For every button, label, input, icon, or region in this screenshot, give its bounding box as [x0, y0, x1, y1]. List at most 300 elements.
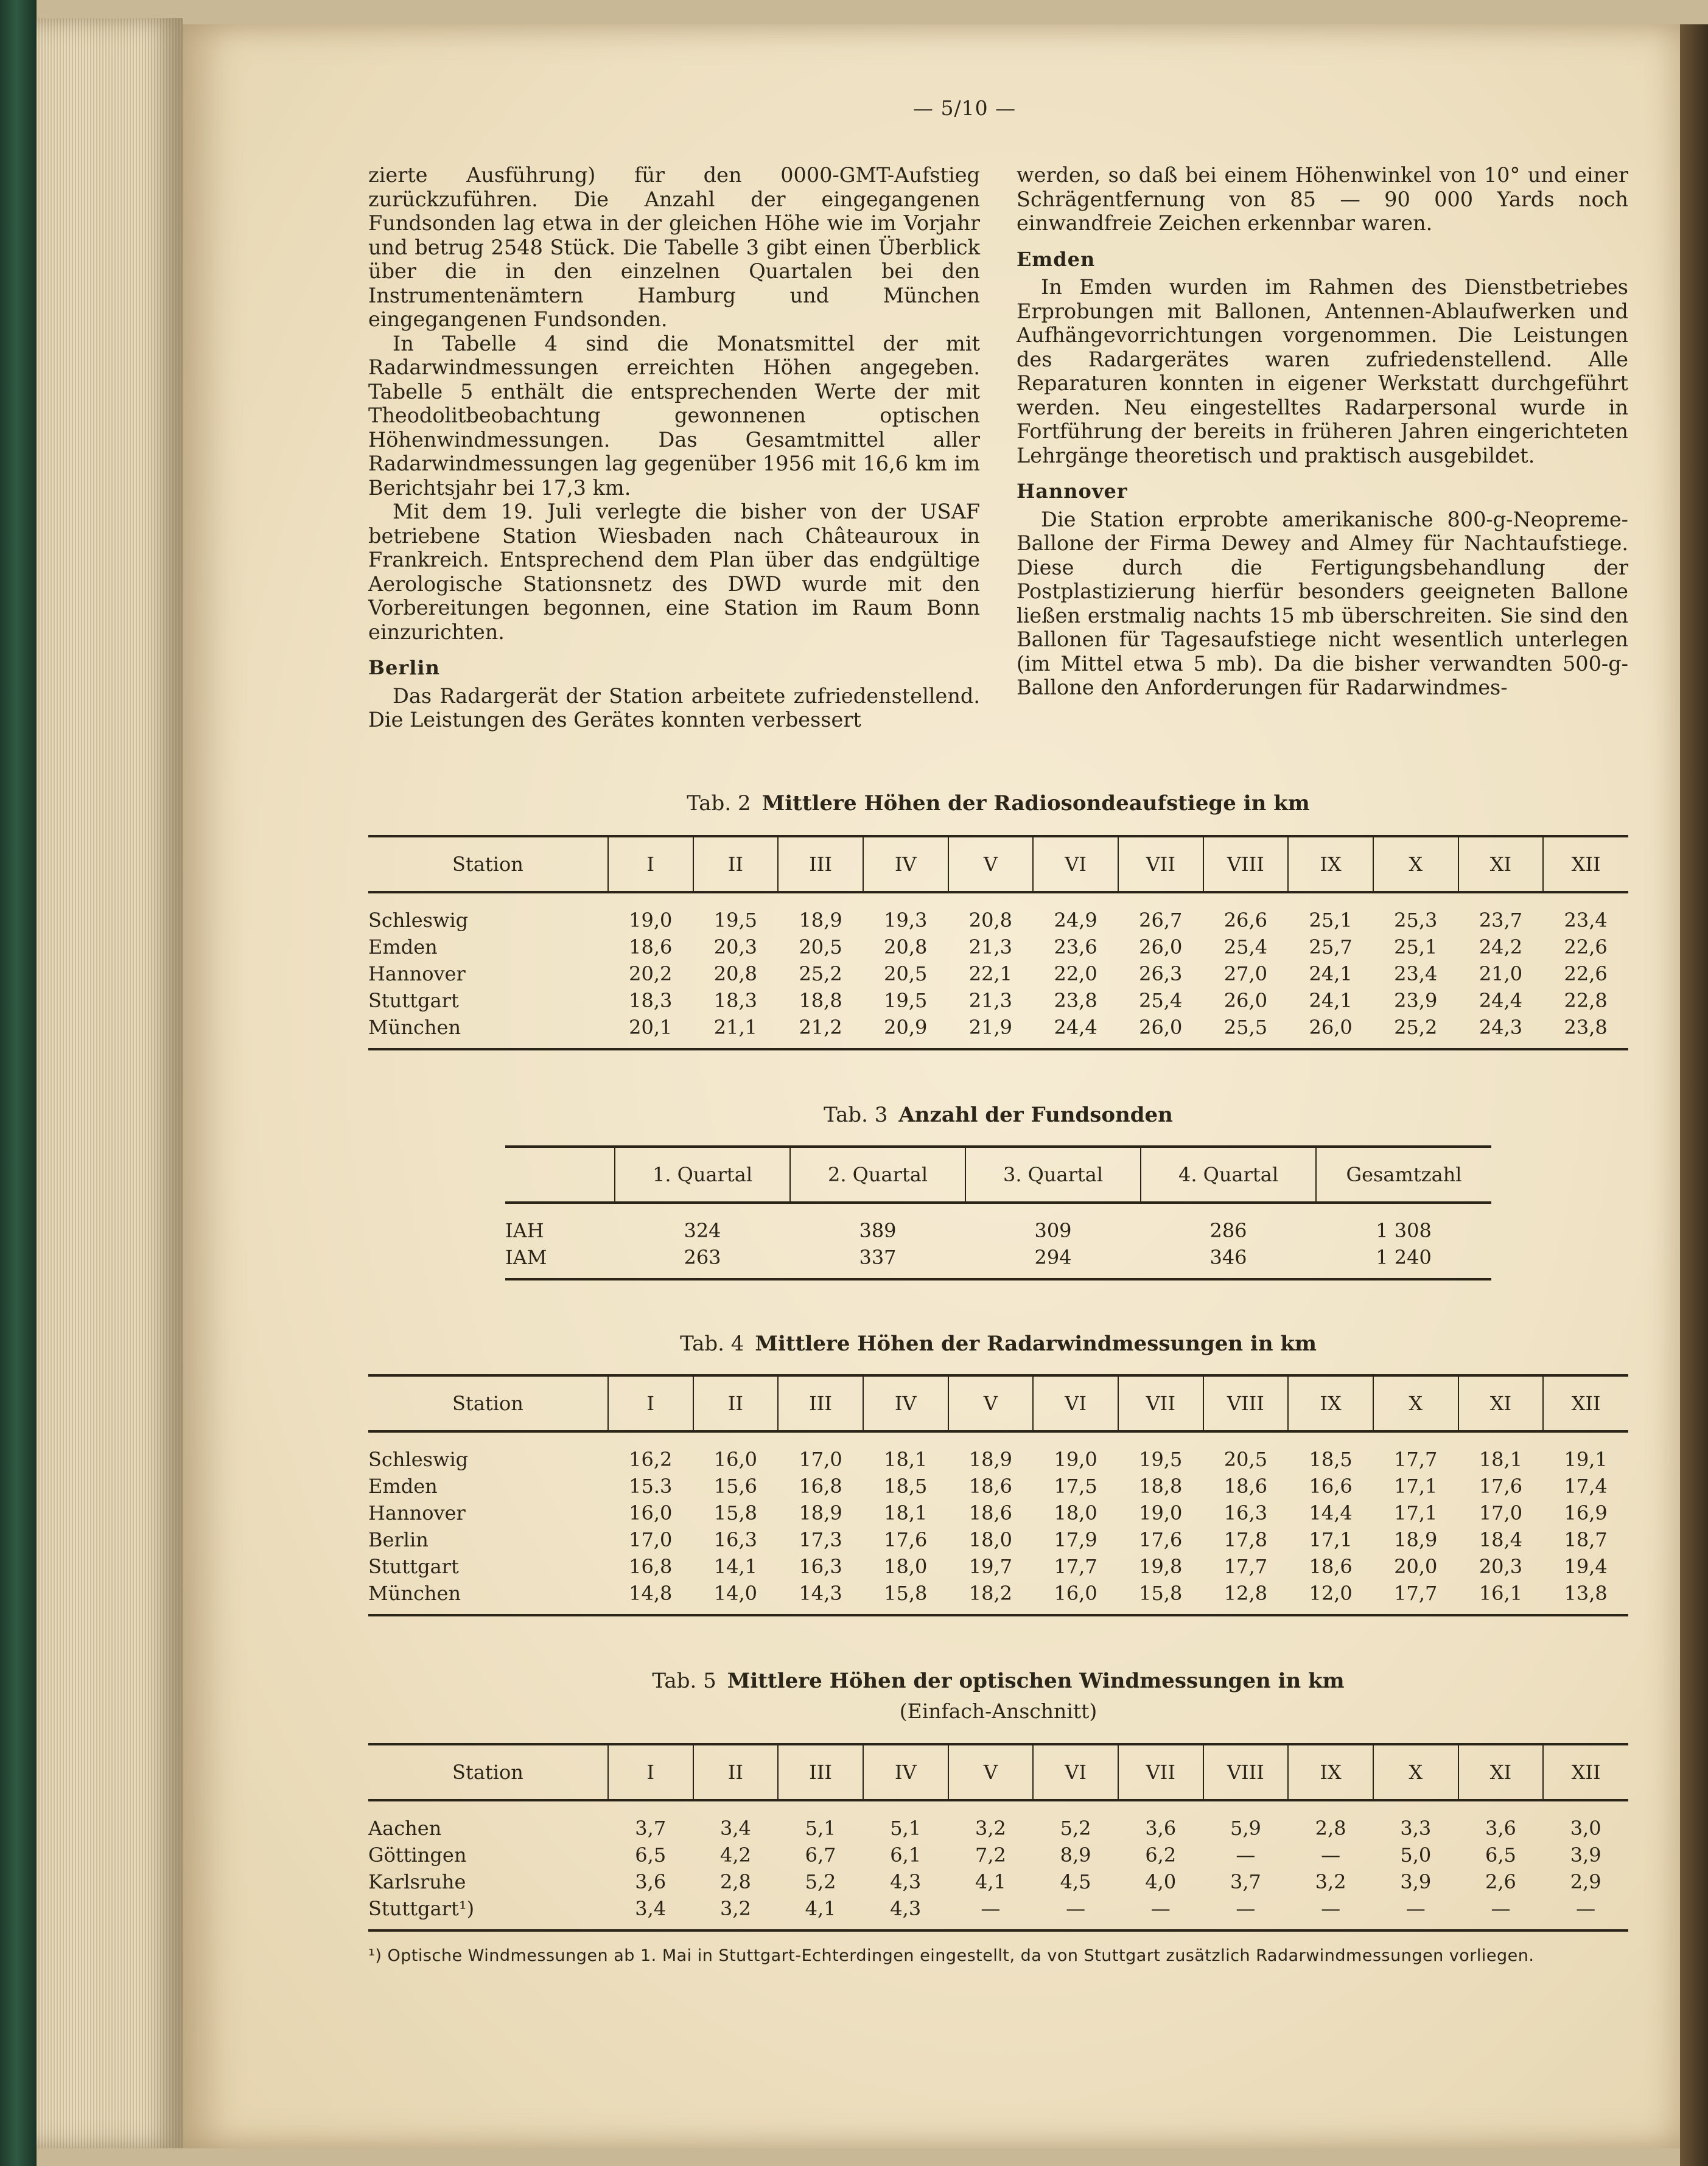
column-header-month: IX — [1288, 836, 1373, 892]
table-cell: 18,8 — [799, 989, 842, 1012]
table-cell: 20,5 — [1223, 1448, 1268, 1471]
table-cell: 3,9 — [1400, 1870, 1432, 1893]
table-cell: 18,4 — [1479, 1528, 1523, 1551]
table-cell: 16,2 — [629, 1448, 673, 1471]
table-cell: 23,6 — [1054, 935, 1097, 959]
table-cell: 3,7 — [635, 1817, 667, 1840]
table-cell: 21,0 — [1479, 962, 1523, 985]
table-cell: 20,8 — [884, 935, 928, 959]
table-cell: 23,7 — [1479, 909, 1523, 932]
table-cell: — — [948, 1895, 1034, 1930]
table-cell: 15,8 — [1118, 1580, 1203, 1615]
column-header-month: VIII — [1203, 1375, 1289, 1431]
table-2-caption — [368, 791, 1628, 816]
table-row — [368, 1526, 1628, 1553]
table-cell: 19,5 — [1139, 1448, 1183, 1471]
page-number: — 5/10 — — [913, 96, 1017, 120]
column-header-month: VIII — [1203, 836, 1289, 892]
column-header-month: X — [1373, 1375, 1458, 1431]
spacer-cell — [368, 1800, 1628, 1815]
table-row — [368, 987, 1628, 1014]
table-cell: 4,1 — [778, 1895, 863, 1930]
paragraph: werden, so daß bei einem Höhenwinkel von 10° und einer Schrägentfernung von 85 — 90 000 Yards noch einwandfreie Zeichen erkennbar waren. — [1017, 163, 1628, 235]
table-row — [368, 1842, 1628, 1868]
table-cell: 15.3 — [629, 1475, 673, 1498]
table-cell: 17,1 — [1394, 1475, 1438, 1498]
table-cell: 20,3 — [1479, 1555, 1523, 1578]
table-row — [368, 934, 1628, 960]
table-cell: 18,9 — [968, 1448, 1013, 1471]
station-name: München — [368, 1580, 608, 1615]
table-cell: 2,8 — [719, 1870, 751, 1893]
station-name: Stuttgart — [368, 989, 459, 1012]
table-cell: 4,0 — [1145, 1870, 1177, 1893]
table-cell: — — [1373, 1895, 1458, 1930]
table-row — [368, 960, 1628, 987]
table-cell: 4,5 — [1060, 1870, 1091, 1893]
table-cell: 19,0 — [1054, 1448, 1097, 1471]
table-cell: 18,7 — [1564, 1528, 1608, 1551]
table-cell: 20,9 — [863, 1014, 948, 1049]
table-cell: 3,2 — [693, 1895, 779, 1930]
table-cell: 18,3 — [713, 989, 758, 1012]
table-cell: 16,0 — [1033, 1580, 1118, 1615]
column-header-month: XII — [1543, 1375, 1628, 1431]
table-cell: 14,0 — [693, 1580, 779, 1615]
table-cell: 17,1 — [1394, 1501, 1438, 1525]
table-cell: 3,7 — [1230, 1870, 1261, 1893]
column-header-month: VI — [1033, 1744, 1118, 1800]
table-cell: 17,0 — [1479, 1501, 1523, 1525]
section-heading-berlin: Berlin — [368, 656, 440, 679]
table-row — [368, 1580, 1628, 1615]
station-name: Schleswig — [368, 909, 469, 932]
table-label: Tab. 4 — [680, 1332, 744, 1356]
table-cell: 20,8 — [968, 909, 1013, 932]
column-header-month: V — [948, 1744, 1034, 1800]
table-cell: 3,4 — [608, 1895, 693, 1930]
column-header-month: VII — [1118, 1375, 1203, 1431]
table-cell: 294 — [965, 1244, 1141, 1279]
table-spacer — [368, 1431, 1628, 1446]
station-name: München — [368, 1014, 608, 1049]
column-header-month: X — [1373, 1744, 1458, 1800]
table-row — [505, 1244, 1491, 1279]
table-cell: — — [1458, 1895, 1544, 1930]
table-cell: 26,3 — [1139, 962, 1183, 985]
table-3-caption — [505, 1103, 1491, 1127]
table-cell: — — [1118, 1895, 1203, 1930]
table-cell: 16,3 — [799, 1555, 842, 1578]
table-header-row — [368, 1375, 1628, 1431]
column-header-quarter: 3. Quartal — [965, 1147, 1141, 1203]
column-header-month: IV — [863, 1744, 948, 1800]
table-row — [368, 1446, 1628, 1473]
table-cell: 21,3 — [968, 935, 1013, 959]
table-cell: 6,1 — [890, 1843, 922, 1867]
table-cell: — — [1236, 1843, 1256, 1867]
table-cell: 3,2 — [975, 1817, 1006, 1840]
table-cell: 18,0 — [884, 1555, 928, 1578]
column-header-blank — [505, 1147, 615, 1203]
column-header-month: IV — [863, 836, 948, 892]
table-cell: — — [1321, 1843, 1341, 1867]
table-cell: 7,2 — [975, 1843, 1006, 1867]
table-cell: 4,1 — [975, 1870, 1006, 1893]
table-cell: 24,1 — [1309, 989, 1353, 1012]
table-cell: 346 — [1141, 1244, 1316, 1279]
paragraph: Mit dem 19. Juli verlegte die bisher von der USAF betriebene Station Wiesbaden nach Châteauroux in Frankreich. Entsprechend dem Plan über das endgültige Aerologische Stationsnetz des DWD wurde mit den Vorbereitungen begonnen, eine Station im Raum Bonn einzurichten. — [368, 500, 980, 644]
table-cell: 17,8 — [1223, 1528, 1268, 1551]
column-header-month: V — [948, 1375, 1034, 1431]
table-cell: 17,5 — [1054, 1475, 1097, 1498]
table-cell: 17,6 — [884, 1528, 928, 1551]
footnote — [368, 1946, 1628, 1965]
table-cell: 18,6 — [1309, 1555, 1353, 1578]
table-4-caption — [368, 1332, 1628, 1356]
spacer-cell — [368, 1431, 1628, 1446]
table-cell: — — [1203, 1895, 1289, 1930]
table-cell: 24,3 — [1458, 1014, 1544, 1049]
table-cell: 5,1 — [805, 1817, 836, 1840]
column-header-month: IV — [863, 1375, 948, 1431]
table-cell: 18,5 — [1309, 1448, 1353, 1471]
table-cell: 3,6 — [1485, 1817, 1516, 1840]
table-cell: 16,0 — [713, 1448, 758, 1471]
table-spacer — [368, 1800, 1628, 1815]
column-header-quarter: 1. Quartal — [615, 1147, 790, 1203]
paragraph: Das Radargerät der Station arbeitete zufriedenstellend. Die Leistungen des Gerätes konnten verbessert — [368, 683, 980, 732]
table-cell: 17,3 — [799, 1528, 842, 1551]
table-cell: 19,7 — [968, 1555, 1013, 1578]
table-cell: 6,2 — [1145, 1843, 1177, 1867]
book-binding — [0, 0, 37, 2166]
table-cell: 3,6 — [635, 1870, 667, 1893]
table-row — [505, 1217, 1491, 1244]
table-cell: 23,8 — [1543, 1014, 1628, 1049]
right-text-column — [1017, 163, 1628, 700]
table-cell: 18,6 — [629, 935, 673, 959]
table-cell: 25,4 — [1223, 935, 1268, 959]
table-cell: 4,3 — [863, 1895, 948, 1930]
table-cell: 25,4 — [1139, 989, 1183, 1012]
table-cell: 5,0 — [1400, 1843, 1432, 1867]
station-name: Berlin — [368, 1528, 429, 1551]
column-header-quarter: 4. Quartal — [1141, 1147, 1316, 1203]
table-cell: 17,4 — [1564, 1475, 1608, 1498]
table-row — [368, 907, 1628, 934]
table-cell: 22,1 — [968, 962, 1013, 985]
paragraph: Die Station erprobte amerikanische 800-g-Neopreme-Ballone der Firma Dewey and Almey für Nachtaufstiege. Diese durch die Fertigungsbehandlung der Postplastizierung hierfür besonders geeigneten Ballone ließen erstmalig nachts 15 mb überschreiten. Sie sind den Ballonen für Tagesaufstiege nicht wesentlich unterlegen (im Mittel etwa 5 mb). Da die bisher verwandten 500-g-Ballone den Anforderungen für Radarwindmes- — [1017, 507, 1628, 699]
column-header-month: II — [693, 836, 779, 892]
column-header-month: XII — [1543, 836, 1628, 892]
table-cell: 17,9 — [1054, 1528, 1097, 1551]
table-cell: 25,5 — [1203, 1014, 1289, 1049]
table-cell: 18,6 — [1223, 1475, 1268, 1498]
table-cell: 17,6 — [1139, 1528, 1183, 1551]
column-header-month: VII — [1118, 1744, 1203, 1800]
table-4-radar-wind-heights — [368, 1374, 1628, 1616]
table-cell: 20,5 — [884, 962, 928, 985]
table-cell: 18,5 — [884, 1475, 928, 1498]
column-header-month: II — [693, 1744, 779, 1800]
table-cell: 25,2 — [1373, 1014, 1458, 1049]
table-cell: 15,8 — [713, 1501, 758, 1525]
table-cell: 20,8 — [713, 962, 758, 985]
table-title: Mittlere Höhen der optischen Windmessungen in km — [727, 1669, 1345, 1693]
station-name: Emden — [368, 935, 438, 959]
table-title: Mittlere Höhen der Radiosondeaufstiege in km — [761, 791, 1310, 816]
table-cell: 6,7 — [805, 1843, 836, 1867]
table-cell: 5,2 — [805, 1870, 836, 1893]
table-cell: 18,0 — [968, 1528, 1013, 1551]
table-cell: 18,1 — [1479, 1448, 1523, 1471]
table-cell: 22,6 — [1564, 935, 1608, 959]
table-cell: 3,6 — [1145, 1817, 1177, 1840]
column-header-month: IX — [1288, 1744, 1373, 1800]
table-cell: 20,1 — [608, 1014, 693, 1049]
right-page-edge — [1680, 24, 1708, 2166]
section-heading-hannover: Hannover — [1017, 480, 1128, 503]
footnote-mark: ¹) — [368, 1946, 382, 1965]
table-cell: 14,3 — [778, 1580, 863, 1615]
table-row — [368, 1473, 1628, 1500]
table-cell: 16,8 — [799, 1475, 842, 1498]
table-cell: 309 — [1034, 1219, 1072, 1242]
table-cell: 22,8 — [1564, 989, 1608, 1012]
station-name: Stuttgart — [368, 1555, 459, 1578]
table-cell: 18,9 — [1394, 1528, 1438, 1551]
table-cell: 20,2 — [629, 962, 673, 985]
column-header-month: I — [608, 836, 693, 892]
column-header-quarter: 2. Quartal — [790, 1147, 965, 1203]
spacer-cell — [368, 892, 1628, 907]
table-cell: 14,8 — [608, 1580, 693, 1615]
table-cell: 14,1 — [713, 1555, 758, 1578]
footnote-text: Optische Windmessungen ab 1. Mai in Stuttgart-Echterdingen eingestellt, da von Stuttgart zusätzlich Radarwindmessungen vorliegen. — [387, 1946, 1535, 1965]
table-cell: 22,0 — [1054, 962, 1097, 985]
spacer-cell — [505, 1203, 1491, 1217]
table-cell: 2,8 — [1315, 1817, 1346, 1840]
table-cell: 21,2 — [778, 1014, 863, 1049]
column-header-month: XI — [1458, 1375, 1544, 1431]
table-cell: 16,3 — [1223, 1501, 1268, 1525]
column-header-month: I — [608, 1375, 693, 1431]
table-cell: 2,9 — [1570, 1870, 1601, 1893]
column-header-month: VIII — [1203, 1744, 1289, 1800]
table-cell: 19,4 — [1564, 1555, 1608, 1578]
table-cell: 26,7 — [1139, 909, 1183, 932]
station-name: Emden — [368, 1475, 438, 1498]
column-header-month: III — [778, 1375, 863, 1431]
column-header-station: Station — [368, 1375, 608, 1431]
table-cell: 23,4 — [1394, 962, 1438, 985]
table-5-optical-wind-heights — [368, 1743, 1628, 1932]
column-header-quarter: Gesamtzahl — [1316, 1147, 1491, 1203]
table-cell: 3,3 — [1400, 1817, 1432, 1840]
table-cell: 18,6 — [968, 1475, 1013, 1498]
column-header-month: XII — [1543, 1744, 1628, 1800]
column-header-month: VII — [1118, 836, 1203, 892]
column-header-month: VI — [1033, 1375, 1118, 1431]
table-cell: 25,3 — [1394, 909, 1438, 932]
table-cell: 18,3 — [629, 989, 673, 1012]
table-cell: 1 240 — [1316, 1244, 1491, 1279]
table-label: Tab. 3 — [824, 1103, 888, 1127]
table-cell: 22,6 — [1564, 962, 1608, 985]
table-cell: 24,9 — [1054, 909, 1097, 932]
table-row — [368, 1815, 1628, 1842]
station-name: Göttingen — [368, 1843, 467, 1867]
table-cell: 3,0 — [1570, 1817, 1601, 1840]
table-cell: 4,3 — [890, 1870, 922, 1893]
table-title: Anzahl der Fundsonden — [898, 1103, 1173, 1127]
table-3-fundsonden — [505, 1145, 1491, 1280]
column-header-month: X — [1373, 836, 1458, 892]
table-cell: 19,3 — [884, 909, 928, 932]
table-cell: 26,0 — [1118, 1014, 1203, 1049]
table-cell: 17,1 — [1309, 1528, 1353, 1551]
table-cell: 263 — [615, 1244, 790, 1279]
table-cell: 17,6 — [1479, 1475, 1523, 1498]
table-cell: 20,5 — [799, 935, 842, 959]
section-heading-emden: Emden — [1017, 247, 1096, 271]
table-cell: 24,2 — [1479, 935, 1523, 959]
table-label: Tab. 5 — [652, 1669, 716, 1693]
column-header-month: XI — [1458, 1744, 1544, 1800]
table-cell: 2,6 — [1485, 1870, 1516, 1893]
table-cell: 16,9 — [1564, 1501, 1608, 1525]
table-cell: 26,0 — [1139, 935, 1183, 959]
column-header-month: V — [948, 836, 1034, 892]
table-cell: 3,4 — [719, 1817, 751, 1840]
table-cell: 18,6 — [968, 1501, 1013, 1525]
table-cell: 24,1 — [1309, 962, 1353, 985]
column-header-station: Station — [368, 836, 608, 892]
table-row — [368, 1868, 1628, 1895]
table-cell: 19,1 — [1564, 1448, 1608, 1471]
column-header-month: III — [778, 1744, 863, 1800]
table-cell: 26,0 — [1223, 989, 1268, 1012]
table-cell: 15,8 — [863, 1580, 948, 1615]
table-cell: 21,9 — [948, 1014, 1034, 1049]
station-name: Aachen — [368, 1817, 442, 1840]
table-cell: 17,7 — [1223, 1555, 1268, 1578]
table-cell: 25,1 — [1309, 909, 1353, 932]
institute-name: IAM — [505, 1244, 615, 1279]
table-cell: 16,3 — [713, 1528, 758, 1551]
table-cell: 18,9 — [799, 909, 842, 932]
table-cell: 12,8 — [1203, 1580, 1289, 1615]
institute-name: IAH — [505, 1219, 544, 1242]
table-2-radiosonde-heights — [368, 835, 1628, 1050]
table-cell: 3,9 — [1570, 1843, 1601, 1867]
table-cell: — — [1288, 1895, 1373, 1930]
table-cell: 4,2 — [719, 1843, 751, 1867]
table-cell: 27,0 — [1223, 962, 1268, 985]
table-cell: 12,0 — [1288, 1580, 1373, 1615]
table-5-caption — [368, 1669, 1628, 1693]
table-cell: 23,4 — [1564, 909, 1608, 932]
station-name: Schleswig — [368, 1448, 469, 1471]
table-cell: 6,5 — [635, 1843, 667, 1867]
table-cell: 25,2 — [799, 962, 842, 985]
column-header-month: II — [693, 1375, 779, 1431]
table-cell: 18,1 — [884, 1501, 928, 1525]
table-spacer — [505, 1203, 1491, 1217]
table-cell: 23,8 — [1054, 989, 1097, 1012]
table-cell: 25,1 — [1394, 935, 1438, 959]
table-cell: 16,0 — [629, 1501, 673, 1525]
table-cell: 19,5 — [713, 909, 758, 932]
column-header-month: I — [608, 1744, 693, 1800]
table-header-row — [368, 1744, 1628, 1800]
table-cell: 337 — [790, 1244, 965, 1279]
table-row — [368, 1553, 1628, 1580]
table-cell: 13,8 — [1543, 1580, 1628, 1615]
table-cell: 23,9 — [1394, 989, 1438, 1012]
paragraph: In Emden wurden im Rahmen des Dienstbetriebes Erprobungen mit Ballonen, Antennen-Ablaufwerken und Aufhängevorrichtungen vorgenommen. Die Leistungen des Radargerätes waren zufriedenstellend. Alle Reparaturen konnten in eigener Werkstatt durchgeführt werden. Neu eingestelltes Radarpersonal wurde in Fortführung der bereits in früheren Jahren eingerichteten Lehrgänge theoretisch und praktisch ausgebildet. — [1017, 275, 1628, 467]
table-cell: 19,5 — [884, 989, 928, 1012]
table-cell: 17,7 — [1054, 1555, 1097, 1578]
table-row — [368, 1014, 1628, 1049]
table-cell: 324 — [684, 1219, 721, 1242]
table-cell: 389 — [859, 1219, 897, 1242]
table-cell: 18,2 — [948, 1580, 1034, 1615]
table-cell: 8,9 — [1060, 1843, 1091, 1867]
table-cell: 18,8 — [1139, 1475, 1183, 1498]
table-cell: 18,0 — [1054, 1501, 1097, 1525]
paragraph: In Tabelle 4 sind die Monatsmittel der mit Radarwindmessungen erreichten Höhen angegeben. Tabelle 5 enthält die entsprechenden Werte der mit Theodolitbeobachtung gewonnenen optischen Höhenwindmessungen. Das Gesamtmittel aller Radarwindmessungen lag gegenüber 1956 mit 16,6 km im Berichtsjahr bei 17,3 km. — [368, 331, 980, 500]
station-name: Stuttgart¹) — [368, 1895, 608, 1930]
page-stack-edge — [37, 18, 183, 2148]
table-label: Tab. 2 — [687, 791, 751, 816]
table-cell: 19,0 — [629, 909, 673, 932]
table-cell: 21,3 — [968, 989, 1013, 1012]
left-text-column — [368, 163, 980, 732]
table-cell: 286 — [1209, 1219, 1247, 1242]
table-cell: 20,0 — [1394, 1555, 1438, 1578]
table-cell: 5,9 — [1230, 1817, 1261, 1840]
table-cell: 24,4 — [1479, 989, 1523, 1012]
table-cell: 5,2 — [1060, 1817, 1091, 1840]
table-cell: 5,1 — [890, 1817, 922, 1840]
table-cell: 21,1 — [693, 1014, 779, 1049]
table-cell: 3,2 — [1315, 1870, 1346, 1893]
table-cell: 20,3 — [713, 935, 758, 959]
table-cell: 19,0 — [1139, 1501, 1183, 1525]
table-cell: 19,8 — [1139, 1555, 1183, 1578]
column-header-month: XI — [1458, 836, 1544, 892]
table-title: Mittlere Höhen der Radarwindmessungen in km — [755, 1332, 1317, 1356]
table-header-row — [368, 836, 1628, 892]
table-cell: 26,6 — [1223, 909, 1268, 932]
station-name: Hannover — [368, 962, 466, 985]
table-cell: — — [1543, 1895, 1628, 1930]
table-cell: 18,1 — [884, 1448, 928, 1471]
column-header-month: III — [778, 836, 863, 892]
station-name: Hannover — [368, 1501, 466, 1525]
table-cell: 14,4 — [1309, 1501, 1353, 1525]
table-spacer — [368, 892, 1628, 907]
table-cell: 17,0 — [799, 1448, 842, 1471]
table-cell: 17,0 — [629, 1528, 673, 1551]
column-header-month: IX — [1288, 1375, 1373, 1431]
table-cell: 24,4 — [1033, 1014, 1118, 1049]
table-cell: 16,1 — [1458, 1580, 1544, 1615]
table-cell: 26,0 — [1288, 1014, 1373, 1049]
station-name: Karlsruhe — [368, 1870, 466, 1893]
